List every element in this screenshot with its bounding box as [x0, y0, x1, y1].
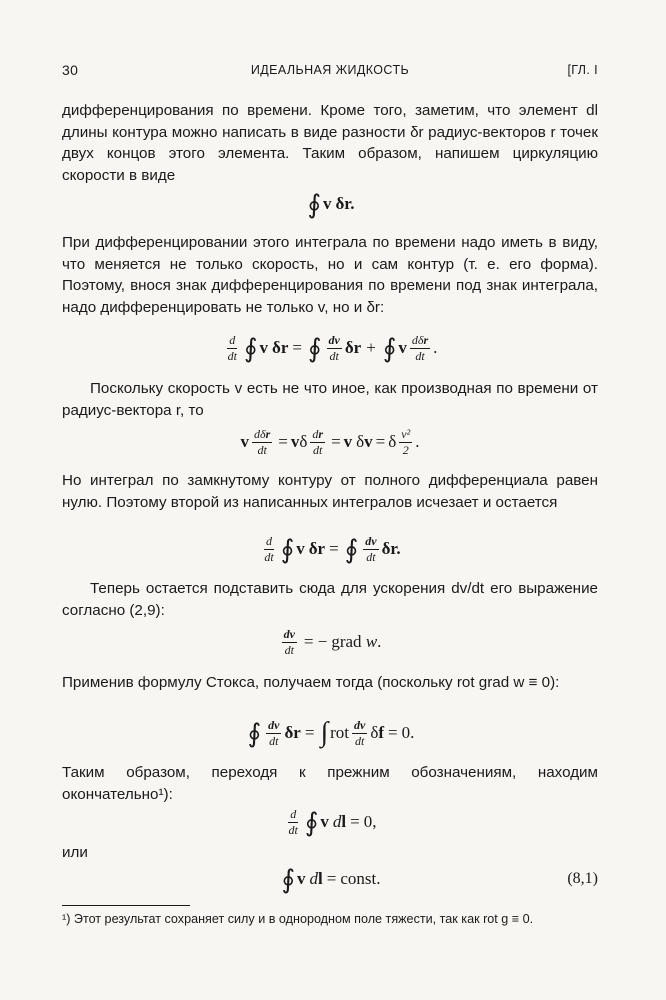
- paragraph-7: Таким образом, переходя к прежним обозначениям, находим окончательно¹):: [62, 764, 598, 803]
- paragraph-5: Теперь остается подставить сюда для ускорения dv/dt его выражение согласно (2,9):: [62, 580, 598, 619]
- equation-5: $\frac{dv}{dt}$ = − grad w.: [283, 626, 382, 657]
- page-number: 30: [62, 62, 79, 78]
- footnote-rule: [62, 905, 190, 906]
- paragraph-8: или: [62, 844, 88, 861]
- footnote: ¹) Этот результат сохраняет силу и в однородном поле тяжести, так как rot g ≡ 0.: [62, 912, 534, 926]
- running-header: [62, 62, 598, 82]
- equation-2: $\frac{d}{dt}$ ∮ v δr = ∮ $\frac{dv}{dt}$ δr + ∮ v $\frac{\text{dδr}}{dt}$ .: [227, 332, 438, 363]
- equation-1: ∮ v δr.: [307, 190, 355, 219]
- equation-8: ∮ v d l = const. (8,1): [281, 865, 598, 894]
- equation-6: ∮ $\frac{dv}{dt}$ δr = ∫ rot $\frac{dv}{dt}$ δf = 0.: [247, 717, 415, 748]
- paragraph-4: Но интеграл по замкнутому контуру от полного дифференциала равен нулю. Поэтому второй из написанных интегралов исчезает и остается: [62, 472, 598, 511]
- equation-4: $\frac{d}{dt}$ ∮ v δr = ∮ $\frac{dv}{dt}$ δr.: [264, 533, 401, 564]
- paragraph-2: При дифференцировании этого интеграла по времени надо иметь в виду, что меняется не только скорость, но и сам контур (т. е. его форма). Поэтому, внося знак дифференцирования по времени под знак интеграла, надо дифференцировать не только v, но и δr:: [62, 234, 598, 316]
- chapter-label: [ГЛ. I: [567, 63, 598, 77]
- equation-3: v $\frac{\text{dδr}}{dt}$ = v δ $\frac{dr}{dt}$ = v δ v = δ $\frac{\text{v²}}{2}$ .: [240, 426, 420, 457]
- equation-7: $\frac{d}{dt}$ ∮ v d l = 0,: [288, 806, 377, 837]
- paragraph-6: Применив формулу Стокса, получаем тогда (поскольку rot grad w ≡ 0):: [62, 674, 560, 691]
- page: [62, 0, 598, 1000]
- equation-number: (8,1): [567, 870, 598, 887]
- running-title: ИДЕАЛЬНАЯ ЖИДКОСТЬ: [250, 63, 410, 77]
- paragraph-3: Поскольку скорость v есть не что иное, как производная по времени от радиус-вектора r, то: [62, 380, 598, 419]
- paragraph-1: дифференцирования по времени. Кроме того, заметим, что элемент dl длины контура можно написать в виде разности δr радиус-векторов r точек двух концов этого элемента. Таким образом, напишем циркуляцию скорости в виде: [62, 102, 598, 184]
